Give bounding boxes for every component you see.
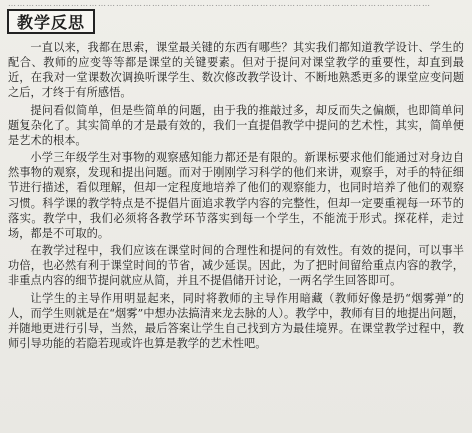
previous-page-bleed-text: …………………………………………………………………………………………………………………………… <box>8 0 431 6</box>
article-body <box>8 40 464 430</box>
section-title-text: 教学反思 <box>17 13 86 32</box>
paragraph-2: 提问看似简单，但是些简单的问题，由于我的推敲过多，却反而失之偏颇，也即简单问题复杂化了。其实简单的才是最有效的，我们一直提倡教学中提问的艺术性，其实，简单便是艺术的根本。 <box>8 103 464 147</box>
paragraph-4: 在教学过程中，我们应该在课堂时间的合理性和提问的有效性。有效的提问，可以事半功倍，也必然有利于课堂时间的节省，减少延误。因此，为了把时间留给重点内容的教学，非重点内容的细节提问就应从简，并且不提倡储开讨论，一两名学生回答即可。 <box>8 244 464 288</box>
paragraph-1: 一直以来，我都在思索，课堂最关键的东西有哪些？其实我们都知道教学设计、学生的配合、教师的应变等等都是课堂的关键要素。但对于提问对课堂教学的重要性，却直到最近，在我对一堂课数次调换听课学生、数次修改教学设计、不断地熟悉更多的课堂应变问题之后，才终于有所感悟。 <box>8 41 464 100</box>
section-title <box>7 9 95 34</box>
paragraph-5: 让学生的主导作用明显起来，同时将教师的主导作用暗藏（教师好像是扔“烟雾弹”的人，而学生则就是在“烟雾”中想办法搞清来龙去脉的人）。教学中，教师有目的地提出问题，并随地更进行引导，当然，最后答案让学生自己找到方为最佳境界。在课堂教学过程中，教师引导功能的若隐若现或许也算是教学的艺术性吧。 <box>8 291 464 350</box>
paragraph-3: 小学三年级学生对事物的观察感知能力都还是有限的。新课标要求他们能通过对身边自然事物的观察，发现和提出问题。而对于刚刚学习科学的他们来讲，观察手，对手的特征细节进行描述，看似理解，但却一定程度地培养了他们的观察能力，也同时培养了他们的观察习惯。科学课的教学特点是不提倡片面追求教学内容的完整性，但却一定要重视每一环节的落实。教学中，我们必须将各教学环节落实到每一个学生，不能流于形式。探花样，走过场，都是不可取的。 <box>8 151 464 240</box>
